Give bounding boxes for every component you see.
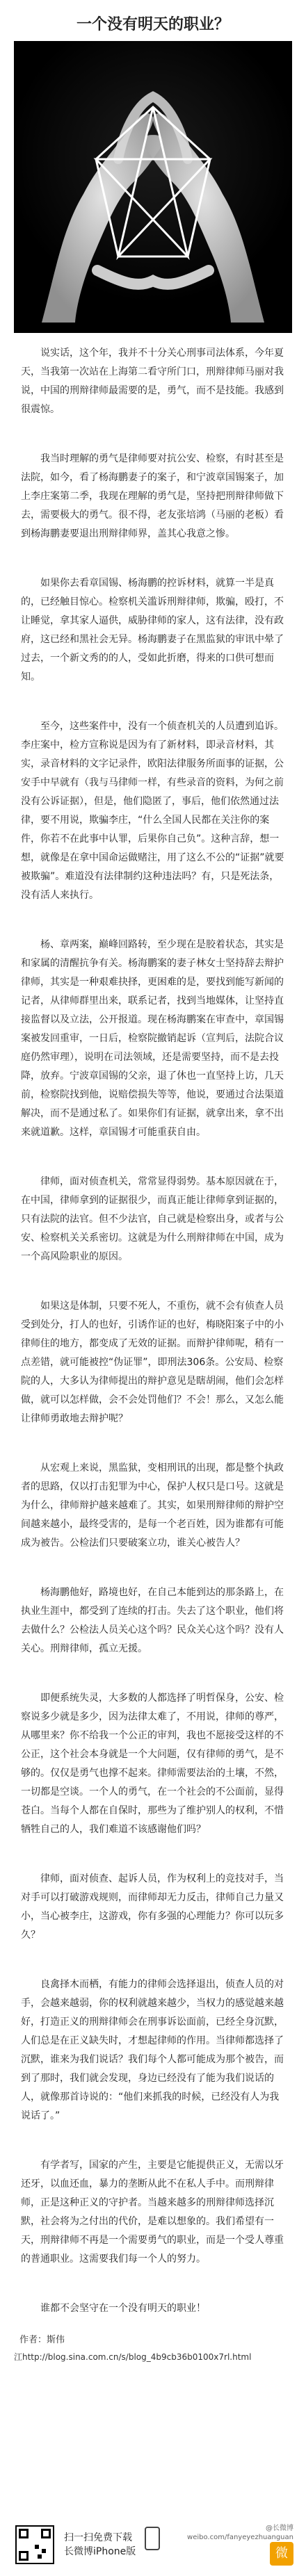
paragraph-4: 至今，这些案件中，没有一个侦查机关的人员遭到追诉。李庄案中，检方宣称说是因为有了新材料，即录音材料，其实，录音材料的文字记录件，欧阳法律服务所面事的证据，公安手中早就有（我与马律师一样，有些录音的资料，为何之前没有公诉证据），但是，他们隐匿了，事后，他们依然通过法律，要不用说，欺骗李庄，“什么全国人民都在关注你的案件，你若不在此事中认罪，后果你自己负”。这种言辞，想一想，就像是在拿中国命运做赌注，用了这么不公的“证据”就要被欺骗”。难道没有法律制约这种违法吗？有，只是死法条，没有活人来执行。	[21, 721, 284, 901]
article-body	[14, 344, 292, 2318]
paragraph-13: 有学者写，国家的产生，主要是它能提供正义，无需以牙还牙，以血还血，暴力的垄断从此不在私人手中。而刑辩律师，正是这种正义的守护者。当越来越多的刑辩律师选择沉默，社会将为之付出的代价，是难以想象的。我们希望有一天，刑辩律师不再是一个需要勇气的职业，而是一个受人尊重的普通职业。这需要我们每一个人的努力。	[21, 2160, 284, 2265]
watermark-line-2: weibo.com/fanyeyezhuanguan	[187, 2534, 293, 2541]
source-link[interactable]: 江http://blog.sina.com.cn/s/blog_4b9cb36b0100x7rl.html	[14, 2352, 252, 2362]
weibo-badge-icon: 微	[270, 2542, 293, 2566]
promo-line-2: 长微博iPhone版	[64, 2546, 136, 2557]
watermark	[187, 2524, 293, 2542]
paragraph-11: 律师，面对侦查、起诉人员，作为权利上的竞技对手，当对手可以打破游戏规则，而律师却无力反击，律师自己力量又小，当心被李庄，这游戏，你有多强的心理能力？你可以玩多久？	[21, 1873, 284, 1941]
watermark-line-1: @长微博	[266, 2525, 293, 2532]
app-promo	[64, 2531, 136, 2559]
hero-image-hands-pentagram	[14, 41, 292, 333]
paragraph-10: 即便系统失灵，大多数的人都选择了明哲保身，公安、检察说多少就是多少，因为法律太难了，不用说，律师的尊严，从哪里来？你不给我一个公正的审判，我也不愿接受这样的不公正，这个社会本身就是一个大问题，仅有律师的勇气，是不够的。仅仅是勇气也撑不起来。律师需要法治的土壤，不然，一切都是空谈。一个人的勇气，在一个社会的不公面前，显得苍白。当每个人都在自保时，那些为了维护别人的权利，不惜牺牲自己的人，我们难道不该感谢他们吗？	[21, 1693, 284, 1835]
paragraph-9: 杨海鹏他好，路境也好，在自己本能到达的那条路上，在执业生涯中，都受到了连续的打击。失去了这个职业，他们将去做什么？公检法人员关心这个吗？民众关心这个吗？没有人关心。刑辩律师，孤立无援。	[21, 1587, 284, 1654]
paragraph-5: 杨、章两案，巅峰回路转，至少现在是胶着状态，其实是和家属的清醒抗争有关。杨海鹏案的妻子林女士坚持辞去辩护律师，其实是一种艰难抉择，更困难的是，要找到能写新闻的记者，从律师群里出来，联系记者，找到当地媒体，让坚持直接监督以及立法，公开报道。现在杨海鹏案在审查中，章国锡案被发回重审，一日后，检察院撤销起诉（宣判后，法院合议庭仍然审理），说明在司法领域，还是需要坚持，而不是去投降，放弃。宁波章国锡的父亲，退了休也一直坚持上访，几天前，检察院找到他，说赔偿损失等等，他说，要通过合法渠道解决，而不是通过私了。如果你们有证据，就拿出来，拿不出来就道歉。这样，章国锡才可能重获自由。	[21, 939, 284, 1138]
page-title: 一个没有明天的职业？	[76, 16, 230, 33]
paragraph-6: 律师，面对侦查机关，常常显得弱势。基本原因就在于，在中国，律师拿到的证据很少，而真正能让律师拿到证据的，只有法院的法官。但不少法官，自己就是检察出身，或者与公安、检察机关关系密切。这就是为什么刑辩律师在中国，成为一个高风险职业的原因。	[21, 1176, 284, 1262]
paragraph-12: 良禽择木而栖，有能力的律师会选择退出，侦查人员的对手，会越来越弱，你的权利就越来越少，当权力的感觉越来越好，打造正义的刑辩律师会在刑事诉讼面前，已经全身沉默，人们总是在正义缺失时，才想起律师的作用。当律师都选择了沉默，谁来为我们说话？我们每个人都可能成为那个被告，而到了那时，我们就会发现，身边已经没有了能为我们说话的人，就像那首诗说的：“他们来抓我的时候，已经没有人为我说话了。”	[21, 1979, 284, 2121]
paragraph-3: 如果你去看章国锡、杨海鹏的控诉材料，就算一半是真的，已经触目惊心。检察机关滥诉刑辩律师，欺骗，殴打，不让睡觉，拿其家人逼供，威胁律师的家人，这有法律，没有政府，这已经和黑社会无异。杨海鹏妻子在黑监狱的审讯中晕了过去，一个新文秀的的人，受如此折磨，得来的口供可想而知。	[21, 578, 284, 683]
phone-icon	[145, 2527, 160, 2550]
promo-line-1: 扫一扫免费下载	[64, 2532, 132, 2543]
paragraph-2: 我当时理解的勇气是律师要对抗公安、检察，有时甚至是法院，如今，看了杨海鹏妻子的案子，和宁波章国锡案子，加上李庄案第二季，我现在理解的勇气是，坚持把刑辩律师做下去，需要极大的勇气。很不得，老友张培鸿（马丽的老板）看到杨海鹏妻要退出刑辩律师界，盖其心我意之惨。	[21, 453, 284, 539]
paragraph-7: 如果这是体制，只要不死人，不重伤，就不会有侦查人员受到处分，打人的也好，引诱作证的也好，梅晓阳案子中的小律师住的地方，都变成了无效的证据。而辩护律师呢，稍有一点差错，就可能被控“伪证罪”，即刑法306条。公安局、检察院的人，大多认为律师提出的辩护意见是瞎胡闹，他们会怎样做，就可以怎样做，会不会处罚他们？不会！那么，又怎么能让律师勇敢地去辩护呢？	[21, 1301, 284, 1424]
footer-bar	[0, 2520, 306, 2575]
author-name: 作者：斯伟	[19, 2335, 65, 2345]
paragraph-14: 谁都不会坚守在一个没有明天的职业！	[40, 2303, 206, 2314]
qr-code-icon[interactable]	[15, 2525, 54, 2564]
paragraph-1: 说实话，这个年，我并不十分关心刑事司法体系，今年夏天，当我第一次站在上海第二看守所门口，刑辩律师马丽对我说，中国的刑辩律师最需要的是，勇气，而不是技能。我感到很震惊。	[21, 348, 284, 415]
author-block	[14, 2332, 292, 2365]
paragraph-8: 从宏观上来说，黑监狱，变相刑讯的出现，都是整个执政者的思路，仅以打击犯罪为中心，保护人权只是口号。这就是为什么，律师辩护越来越难了。其实，如果刑辩律师的辩护空间越来越小，最终受害的，是每一个老百姓，因为谁都有可能成为被告。公检法们只要破案立功，谁关心被告人？	[21, 1462, 284, 1549]
hands-illustration	[14, 41, 292, 333]
